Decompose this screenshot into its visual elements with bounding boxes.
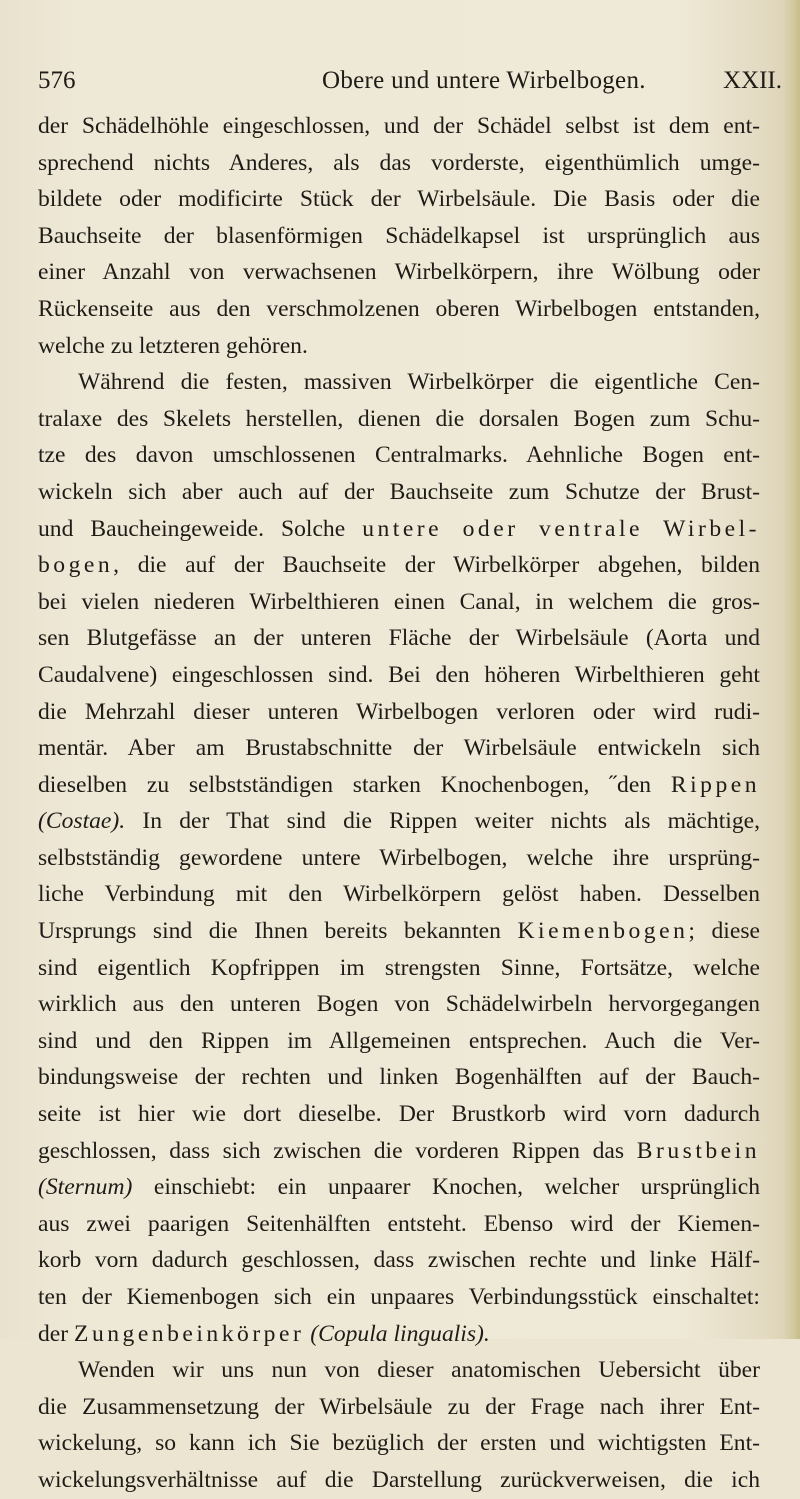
page-edge-shadow [784,0,800,1339]
text-line: Wenden wir uns nun von dieser anatomischen Uebersicht über [78,1357,760,1384]
text-line [38,547,760,584]
text-line: Caudalvene) eingeschlossen sind. Bei den höheren Wirbelthieren geht [38,661,760,688]
text-line [38,1316,760,1353]
spaced-term: bogen [38,552,114,579]
text-line: tralaxe des Skelets herstellen, dienen die dorsalen Bogen zum Schu- [38,405,760,432]
text-line: Rückenseite aus den verschmolzenen oberen Wirbelbogen entstanden, [38,295,760,322]
text-run: ˝den [609,771,671,798]
spaced-term: Kiemenbogen [517,918,689,945]
text-line: wirklich aus den unteren Bogen von Schädelwirbeln hervorgegangen [38,991,760,1018]
text-line: sind und den Rippen im Allgemeinen entsprechen. Auch die Ver- [38,1027,760,1054]
text-line [38,913,760,950]
text-line: bindungsweise der rechten und linken Bogenhälften auf der Bauch- [38,1064,760,1091]
text-line: sprechend nichts Anderes, als das vorderste, eigenthümlich umge- [38,149,760,176]
text-line: die Mehrzahl dieser unteren Wirbelbogen verloren oder wird rudi- [38,698,760,725]
text-line: sen Blutgefässe an der unteren Fläche der Wirbelsäule (Aorta und [38,625,760,652]
text-line: ten der Kiemenbogen sich ein unpaares Verbindungsstück einschaltet: [38,1284,760,1310]
text-line: wickelung, so kann ich Sie bezüglich der ersten und wichtigsten Ent- [38,1430,760,1457]
text-run: der [38,1320,75,1347]
text-line [38,511,760,548]
text-line [38,1133,760,1170]
text-run: dieselben zu selbstständigen starken Knochenbogen, [38,771,610,798]
running-title: Obere und untere Wirbelbogen. [322,67,646,94]
spaced-term: Zungenbeinkörper [74,1320,305,1347]
text-line: die Zusammensetzung der Wirbelsäule zu der Frage nach ihrer Ent- [38,1393,760,1420]
text-line: tze des davon umschlossenen Centralmarks. Aehnliche Bogen ent- [38,442,760,469]
text-run: einschiebt: ein unpaarer Knochen, welcher ursprünglich [132,1174,760,1201]
spaced-term: untere oder ventrale Wirbel- [362,515,760,542]
text-line: Bauchseite der blasenförmigen Schädelkapsel ist ursprünglich aus [38,222,760,249]
text-line [38,1169,760,1206]
latin-term: (Costae). [38,808,126,835]
text-line: selbstständig gewordene untere Wirbelbogen, welche ihre ursprüng- [38,844,760,871]
latin-term: (Sternum) [38,1174,133,1201]
text-line: der Schädelhöhle eingeschlossen, und der Schädel selbst ist dem ent- [38,113,760,139]
text-line: wickelungsverhältnisse auf die Darstellung zurückverweisen, die ich [38,1466,760,1493]
text-line: bei vielen niederen Wirbelthieren einen Canal, in welchem die gros- [38,588,760,615]
page-number: 576 [38,67,76,94]
text-line: sind eigentlich Kopfrippen im strengsten Sinne, Fortsätze, welche [38,954,760,981]
text-run: In der That sind die Rippen weiter nichts als mächtige, [125,808,760,835]
text-run: geschlossen, dass sich zwischen die vorderen Rippen das [38,1137,637,1164]
text-run: Ursprungs sind die Ihnen bereits bekannten [38,918,518,945]
text-line: einer Anzahl von verwachsenen Wirbelkörpern, ihre Wölbung oder [38,259,760,286]
text-line: aus zwei paarigen Seitenhälften entsteht. Ebenso wird der Kiemen- [38,1210,760,1237]
spaced-term: Rippen [670,771,761,798]
text-run: und Baucheingeweide. Solche [38,515,363,542]
text-line: Während die festen, massiven Wirbelkörper die eigentliche Cen- [78,369,760,396]
text-line: liche Verbindung mit den Wirbelkörpern gelöst haben. Desselben [38,881,760,908]
text-line: mentär. Aber am Brustabschnitte der Wirbelsäule entwickeln sich [38,735,760,762]
running-header [38,64,782,98]
text-run: , die auf der Bauchseite der Wirbelkörper abgehen, bilden [113,552,760,579]
spaced-term: Brustbein [636,1137,760,1164]
chapter-number: XXII. [722,67,782,94]
text-line: korb vorn dadurch geschlossen, dass zwischen rechte und linke Hälf- [38,1247,760,1274]
text-line: bildete oder modificirte Stück der Wirbelsäule. Die Basis oder die [38,186,760,213]
text-line: wickeln sich aber auch auf der Bauchseite zum Schutze der Brust- [38,478,760,505]
body-text [38,108,760,1499]
latin-term: (Copula lingualis). [310,1320,490,1347]
text-line: seite ist hier wie dort dieselbe. Der Brustkorb wird vorn dadurch [38,1101,760,1128]
text-line [38,803,760,840]
text-line: welche zu letzteren gehören. [38,332,308,359]
text-line [38,767,760,804]
text-run: ; diese [688,918,760,945]
